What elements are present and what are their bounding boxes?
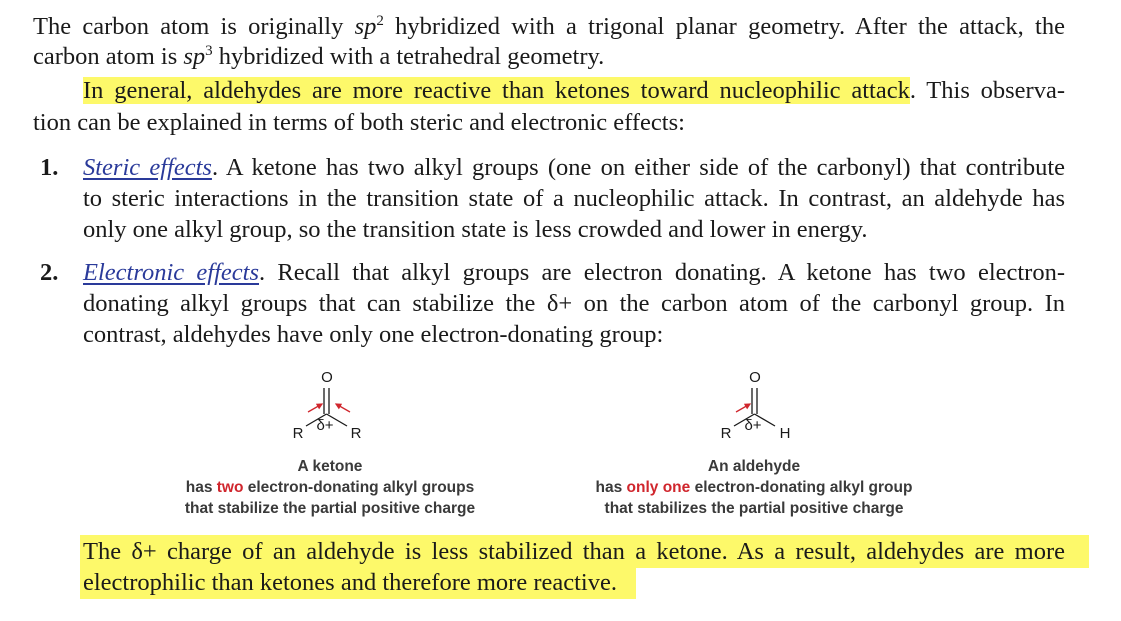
aldehyde-caption-line-3: that stabilizes the partial positive charge — [604, 500, 904, 517]
ketone-caption — [130, 456, 530, 519]
ketone-atom-o: O — [321, 369, 333, 386]
item-2-line-3: contrast, aldehydes have only one electron-donating group: — [83, 321, 664, 348]
ketone-atom-r-right: R — [350, 425, 362, 442]
conclusion-line-2: electrophilic than ketones and therefore more reactive. — [83, 569, 617, 596]
ketone-donation-arrow-left — [308, 404, 322, 412]
item-2-line-2: donating alkyl groups that can stabilize the δ+ on the carbon atom of the carbonyl group. In — [83, 290, 1065, 317]
item-1-line-3: only one alkyl group, so the transition state is less crowded and lower in energy. — [83, 216, 868, 243]
aldehyde-caption — [554, 456, 954, 519]
aldehyde-atom-h: H — [779, 425, 791, 442]
ketone-caption-title: A ketone — [297, 458, 363, 475]
highlighted-claim: In general, aldehydes are more reactive than ketones toward nucleophilic attack — [83, 77, 910, 104]
list-number-1: 1. — [40, 154, 59, 181]
aldehyde-partial-charge: δ+ — [744, 417, 762, 434]
ketone-structure — [280, 368, 380, 446]
aldehyde-atom-r: R — [720, 425, 732, 442]
ketone-partial-charge: δ+ — [316, 417, 334, 434]
aldehyde-caption-title: An aldehyde — [707, 458, 801, 475]
list-number-2: 2. — [40, 259, 59, 286]
intro-line-2: carbon atom is $sp^3$ hybridized with a tetrahedral geometry. — [33, 42, 605, 70]
intro-line-1: The carbon atom is originally $sp^2$ hybridized with a trigonal planar geometry. After the attack, the — [33, 12, 1065, 40]
term-steric-effects: Steric effects — [83, 154, 212, 181]
aldehyde-structure — [708, 368, 808, 446]
ketone-caption-line-3: that stabilize the partial positive charge — [184, 500, 476, 517]
item-2-line-1: Electronic effects. Recall that alkyl groups are electron donating. A ketone has two electron- — [83, 259, 1065, 286]
paragraph-2-line-2: tion can be explained in terms of both steric and electronic effects: — [33, 109, 685, 136]
item-1-line-1: Steric effects. A ketone has two alkyl groups (one on either side of the carbonyl) that contribute — [83, 154, 1065, 181]
item-1-line-2: to steric interactions in the transition state of a nucleophilic attack. In contrast, an aldehyde has — [83, 185, 1065, 212]
ketone-caption-line-2: has two electron-donating alkyl groups — [185, 479, 475, 496]
aldehyde-atom-o: O — [749, 369, 761, 386]
aldehyde-donation-arrow — [736, 404, 750, 412]
aldehyde-caption-line-2: has only one electron-donating alkyl group — [595, 479, 913, 496]
conclusion-line-1: The δ+ charge of an aldehyde is less stabilized than a ketone. As a result, aldehydes are more — [83, 538, 1065, 565]
ketone-donation-arrow-right — [336, 404, 350, 412]
paragraph-2-line-1: In general, aldehydes are more reactive than ketones toward nucleophilic attack. This observa- — [83, 77, 1066, 104]
ketone-atom-r-left: R — [292, 425, 304, 442]
term-electronic-effects: Electronic effects — [83, 259, 259, 286]
